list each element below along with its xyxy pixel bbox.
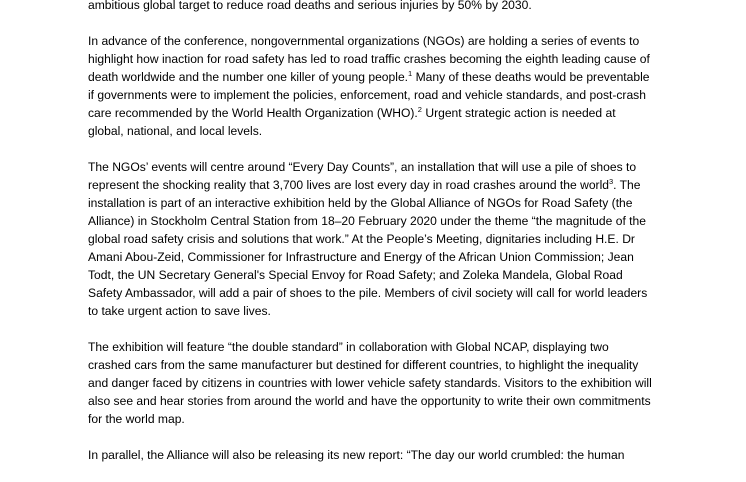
paragraph [88,0,688,14]
text-line [88,410,688,428]
text-run: for the world map. [88,412,185,426]
text-run: Urgent strategic action is needed at [421,106,616,120]
footnote-ref: 1 [408,69,413,78]
text-line [88,266,688,284]
text-run: care recommended by the World Health Organization (WHO). [88,106,418,120]
text-run: death worldwide and the number one killer of young people. [88,70,409,84]
text-line [88,194,688,212]
text-run: Safety Ambassador, will add a pair of shoes to the pile. Members of civil society will call for world leaders [88,286,648,300]
text-line [88,32,688,50]
document-body [88,0,688,482]
text-line [88,392,688,410]
text-line [88,374,688,392]
text-run: The exhibition will feature “the double standard” in collaboration with Global NCAP, displaying two [88,340,609,354]
text-line [88,68,688,86]
paragraph [88,338,688,428]
text-line [88,122,688,140]
text-run: represent the shocking reality that 3,700 lives are lost every day in road crashes around the world [88,178,609,192]
text-line [88,338,688,356]
paragraph [88,32,688,140]
text-run: if governments were to implement the policies, enforcement, road and vehicle standards, and post-crash [88,88,646,102]
text-run: Alliance) in Stockholm Central Station from 18–20 February 2020 under the theme “the magnitude of the [88,214,646,228]
text-run: crashed cars from the same manufacturer but destined for different countries, to highlight the inequality [88,358,639,372]
text-run: installation is part of an interactive exhibition held by the Global Alliance of NGOs for Road Safety (the [88,196,633,210]
footnote-ref: 2 [417,105,422,114]
text-line [88,248,688,266]
text-line [88,0,688,14]
text-run: In advance of the conference, nongovernmental organizations (NGOs) are holding a series of events to [88,34,640,48]
text-run: ambitious global target to reduce road deaths and serious injuries by 50% by 2030. [88,0,532,12]
text-run: to take urgent action to save lives. [88,304,271,318]
text-run: highlight how inaction for road safety has led to road traffic crashes becoming the eighth leading cause of [88,52,650,66]
text-run: global road safety crisis and solutions that work.” At the People’s Meeting, dignitaries including H.E. Dr [88,232,635,246]
text-line [88,176,688,194]
footnote-ref: 3 [609,177,614,186]
text-run: Todt, the UN Secretary General's Special Envoy for Road Safety; and Zoleka Mandela, Global Road [88,268,623,282]
text-line [88,86,688,104]
text-line [88,356,688,374]
text-run: In parallel, the Alliance will also be releasing its new report: “The day our world crumbled: the human [88,448,625,462]
text-line [88,212,688,230]
text-line [88,284,688,302]
text-run: . The [613,178,641,192]
text-line [88,446,688,464]
paragraph [88,446,688,464]
text-run: and danger faced by citizens in countries with lower vehicle safety standards. Visitors to the exhibition will [88,376,652,390]
text-line [88,104,688,122]
text-run: also see and hear stories from around the world and have the opportunity to write their own commitments [88,394,651,408]
text-run: Amani Abou-Zeid, Commissioner for Infrastructure and Energy of the African Union Commission; Jean [88,250,634,264]
text-line [88,50,688,68]
text-run: global, national, and local levels. [88,124,263,138]
text-line [88,302,688,320]
text-run: Many of these deaths would be preventable [412,70,650,84]
text-run: The NGOs’ events will centre around “Every Day Counts”, an installation that will use a pile of shoes to [88,160,637,174]
text-line [88,230,688,248]
paragraph [88,158,688,320]
text-line [88,158,688,176]
